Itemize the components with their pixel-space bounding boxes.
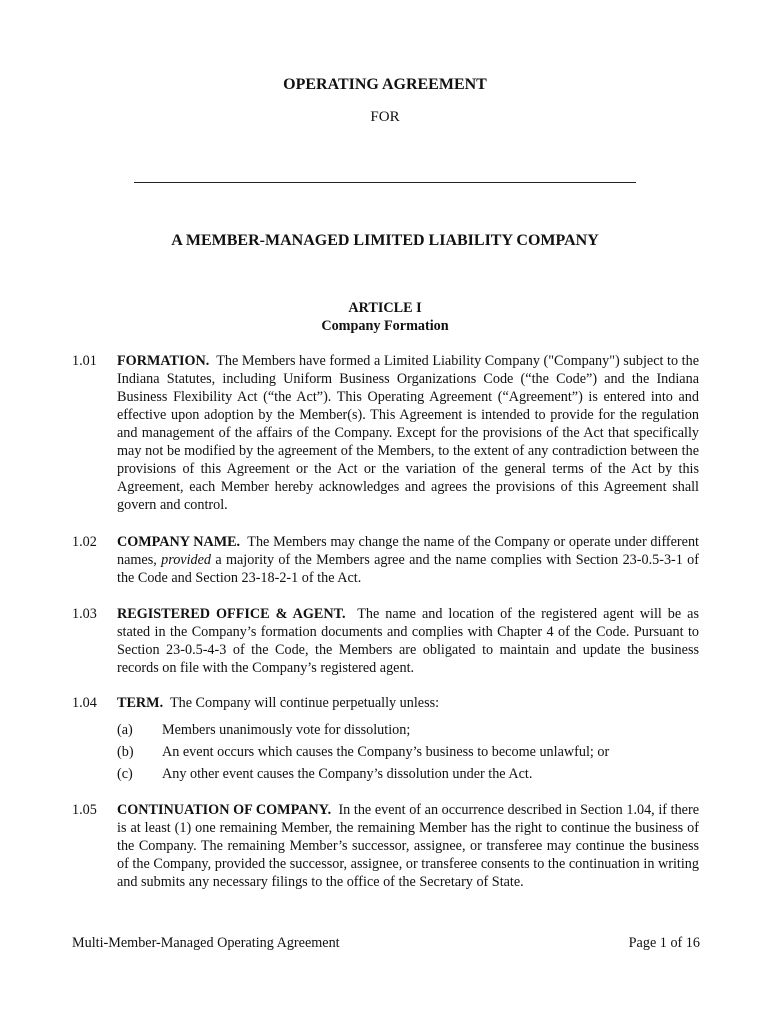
for-label: FOR — [370, 109, 400, 125]
article-label: ARTICLE I — [348, 300, 422, 316]
section-text: In the event of an occurrence described in Section 1.04, if there is at least (1) one remaining Member, the remaining Member has the right to continue the business of the Company. The remaining Member’s successor, assignee, or transferee may continue the business of the Company, provided the successor, assignee, or transferee consents to the continuation in writing and submits any necessary filings to the office of the Secretary of State. — [117, 802, 700, 890]
list-item-text: An event occurs which causes the Company’s business to become unlawful; or — [162, 744, 610, 760]
list-item — [117, 765, 699, 783]
section-number: 1.03 — [72, 606, 97, 622]
section-heading: REGISTERED OFFICE & AGENT. — [117, 606, 346, 622]
section-1-05 — [72, 801, 699, 891]
list-item-text: Any other event causes the Company’s dissolution under the Act. — [162, 766, 533, 782]
section-1-02 — [72, 533, 699, 587]
company-type-heading: A MEMBER-MANAGED LIMITED LIABILITY COMPANY — [171, 232, 599, 249]
section-text: The Members have formed a Limited Liability Company ("Company") subject to the Indiana Statutes, including Uniform Business Organizations Code (“the Code”) and the Indiana Business Flexibility Act (“the Act”). This Operating Agreement (“Agreement”) is entered into and effective upon adoption by the Member(s). This Agreement is intended to provide for the regulation and management of the affairs of the Company. Except for the provisions of the Act that specifically may not be modified by the agreement of the Members, to the extent of any contradiction between the provisions of this Agreement or the Act or the variation of the general terms of the Act by this Agreement, each Member hereby acknowledges and agrees the provisions of this Agreement shall govern and control. — [117, 353, 699, 513]
section-number: 1.05 — [72, 802, 97, 818]
footer-page-number: Page 1 of 16 — [628, 935, 700, 951]
section-heading: TERM. — [117, 695, 164, 711]
section-body — [117, 801, 699, 891]
section-1-04 — [72, 694, 699, 712]
section-body — [117, 694, 699, 712]
section-heading: CONTINUATION OF COMPANY. — [117, 802, 332, 818]
footer-document-name: Multi-Member-Managed Operating Agreement — [72, 935, 340, 951]
list-item-label: (c) — [117, 766, 133, 782]
document-title: OPERATING AGREEMENT — [283, 76, 487, 93]
list-item — [117, 721, 699, 739]
section-body — [117, 533, 699, 587]
list-item-text: Members unanimously vote for dissolution; — [162, 722, 411, 738]
list-item-label: (b) — [117, 744, 134, 760]
section-number: 1.04 — [72, 695, 97, 711]
list-item-label: (a) — [117, 722, 133, 738]
article-subtitle: Company Formation — [321, 318, 449, 334]
section-text: a majority of the Members agree and the name complies with Section 23-0.5-3-1 of the Code and Section 23-18-2-1 of the Act. — [117, 552, 699, 586]
section-text: The Members may change the name of the Company or operate under different names, — [117, 534, 699, 568]
section-number: 1.02 — [72, 534, 97, 550]
section-heading: COMPANY NAME. — [117, 534, 241, 550]
section-number: 1.01 — [72, 353, 97, 369]
section-1-01 — [72, 352, 699, 514]
section-text: The Company will continue perpetually unless: — [169, 695, 440, 711]
list-item — [117, 743, 699, 761]
section-body — [117, 352, 699, 514]
section-body — [117, 605, 699, 677]
section-heading: FORMATION. — [117, 353, 210, 369]
company-name-blank-line — [134, 182, 636, 183]
section-text: The name and location of the registered agent will be as stated in the Company’s formation documents and complies with Chapter 4 of the Code. Pursuant to Section 23-0.5-4-3 of the Code, the Members are obligated to maintain and update the business records on file with the Company’s registered agent. — [117, 606, 699, 676]
section-text-italic: provided — [161, 552, 212, 568]
section-1-03 — [72, 605, 699, 677]
